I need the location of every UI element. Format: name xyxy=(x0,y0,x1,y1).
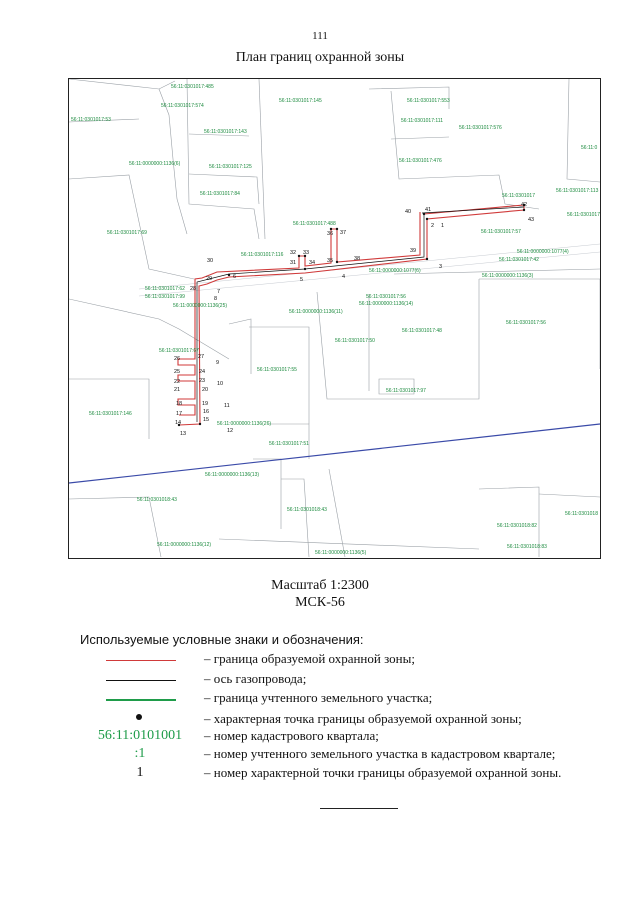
point-label: 36 xyxy=(327,231,334,237)
point-label: 1 xyxy=(441,223,445,229)
point-label: 15 xyxy=(203,417,210,423)
parcel-label: 56:11:0301017:574 xyxy=(161,103,204,109)
parcel-label: 56:11:0000000:1136(3) xyxy=(482,273,534,279)
point-label: 23 xyxy=(199,378,206,384)
parcel-label: 56:11:0000000:1136(25) xyxy=(173,303,228,309)
point-label: 34 xyxy=(309,260,316,266)
point-label: 40 xyxy=(405,209,412,215)
point-label: 41 xyxy=(425,207,432,213)
parcel-label: 56:11:0301017:111 xyxy=(401,118,443,124)
point-label: 13 xyxy=(180,431,187,437)
legend-text: – номер кадастрового квартала; xyxy=(204,728,379,743)
legend-symbol-quarter-number: 56:11:0101001 xyxy=(97,728,183,743)
point-label: 12 xyxy=(227,428,234,434)
point-label: 26 xyxy=(174,356,181,362)
parcel-label: 56:11:0301017:113 xyxy=(556,188,599,194)
parcel-label: 56:11:0301018:43 xyxy=(137,497,177,503)
point-label: 39 xyxy=(410,248,417,254)
parcel-label: 56:11:0301017:50 xyxy=(335,338,375,344)
point-label: 37 xyxy=(340,230,347,236)
legend-text: – граница образуемой охранной зоны; xyxy=(204,651,415,666)
parcel-label: 56:11:0301017:488 xyxy=(293,221,336,227)
cadastral-map xyxy=(68,78,601,559)
protection-zone xyxy=(178,205,524,425)
point-label: 22 xyxy=(174,379,181,385)
parcel-label: 56:11:0 xyxy=(581,145,598,151)
parcel-label: 56:11:0301017:42 xyxy=(499,257,539,263)
legend-symbol-black-line xyxy=(90,671,190,689)
parcel-label: 56:11:0301017:143 xyxy=(204,129,247,135)
point-label: 17 xyxy=(176,411,183,417)
point-label: 24 xyxy=(199,369,206,375)
parcel-label: 56:11:0301017:53 xyxy=(71,117,111,123)
parcel-label: 56:11:0000000:1136(5) xyxy=(315,550,367,556)
point-label: 27 xyxy=(198,354,205,360)
scale-block xyxy=(0,577,640,611)
parcel-label: 56:11:0000000:1136(6) xyxy=(129,161,181,167)
point-label: 10 xyxy=(217,381,224,387)
parcel-label: 56:11:0301017:56 xyxy=(506,320,546,326)
parcel-label: 56:11:0301017:99 xyxy=(145,294,185,300)
parcel-label: 56:11:0301017:97 xyxy=(386,388,426,394)
parcel-label: 56:11:0301017:116 xyxy=(241,252,284,258)
coordinate-system: МСК-56 xyxy=(295,595,345,610)
point-label: 35 xyxy=(327,258,334,264)
point-label: 14 xyxy=(175,420,182,426)
legend-text: – характерная точка границы образуемой охранной зоны; xyxy=(204,711,522,726)
point-label: 28 xyxy=(190,286,197,292)
point-label: 32 xyxy=(290,250,297,256)
parcel-label: 56:11:0000000:1077(6) xyxy=(369,268,421,274)
parcel-label: 56:11:0301017:62 xyxy=(145,286,185,292)
legend-item-point-number xyxy=(80,765,620,783)
legend-symbol-green-line xyxy=(90,690,190,708)
point-label: 30 xyxy=(207,258,214,264)
point-label: 20 xyxy=(202,387,209,393)
legend-text: – номер характерной точки границы образуемой охранной зоны. xyxy=(204,765,562,780)
parcel-label: 56:11:0000000:1136(26) xyxy=(217,421,272,427)
map-canvas xyxy=(69,79,600,558)
parcel-label: 56:11:0000000:1136(12) xyxy=(157,542,212,548)
legend-symbol-red-line xyxy=(90,651,190,669)
legend-item-cadastral-quarter xyxy=(80,728,620,746)
legend-item-parcel-boundary xyxy=(80,690,620,708)
parcel-label: 56:11:0301017:55 xyxy=(257,367,297,373)
parcel-label: 56:11:0301017:56 xyxy=(366,294,406,300)
parcel-label: 56:11:0301018:82 xyxy=(497,523,537,529)
legend-title: Используемые условные знаки и обозначения: xyxy=(80,632,364,647)
point-label: 21 xyxy=(174,387,181,393)
legend-item-gas-axis xyxy=(80,671,620,689)
legend-text: – номер учтенного земельного участка в кадастровом квартале; xyxy=(204,746,556,761)
legend-symbol-dot xyxy=(90,711,190,729)
parcel-label: 56:11:0301017:51 xyxy=(269,441,309,447)
point-label: 3 xyxy=(439,264,443,270)
point-label: 18 xyxy=(176,401,183,407)
legend-text: – граница учтенного земельного участка; xyxy=(204,690,433,705)
point-label: 25 xyxy=(174,369,181,375)
point-label: 2 xyxy=(431,223,435,229)
point-label: 38 xyxy=(354,256,361,262)
parcel-label: 56:11:0301017:476 xyxy=(399,158,442,164)
point-label: 6 xyxy=(233,274,237,280)
point-label: 16 xyxy=(203,409,210,415)
signature-line xyxy=(320,808,398,809)
parcel-label: 56:11:0301017:146 xyxy=(89,411,132,417)
parcel-label: 56:11:0301017:48 xyxy=(402,328,442,334)
point-label: 11 xyxy=(224,403,230,409)
parcel-label: 56:11:0000000:1136(11) xyxy=(289,309,343,315)
legend-text: – ось газопровода; xyxy=(204,671,307,686)
scale-label: Масштаб 1:2300 xyxy=(271,578,369,593)
point-label: 5 xyxy=(300,277,304,283)
point-label: 31 xyxy=(290,260,297,266)
parcel-label: 56:11:0000000:1136(13) xyxy=(205,472,260,478)
parcel-label: 56:11:0301017:84 xyxy=(200,191,240,197)
page-title: План границ охранной зоны xyxy=(235,50,405,65)
parcel-label: 56:11:0301017:57 xyxy=(481,229,521,235)
parcel-label: 56:11:0301017:125 xyxy=(209,164,252,170)
parcel-label: 56:11:0301017 xyxy=(502,193,535,199)
point-label: 42 xyxy=(521,202,528,208)
point-label: 9 xyxy=(216,360,220,366)
legend-symbol-parcel-number: :1 xyxy=(134,746,146,761)
parcel-label: 56:11:0301018 xyxy=(565,511,598,517)
parcel-label: 56:11:0301017:69 xyxy=(107,230,147,236)
parcel-label: 56:11:0000000:1136(14) xyxy=(359,301,414,307)
parcel-label: 56:11:0000000:1077(4) xyxy=(517,249,569,255)
parcel-label: 56:11:0301018:83 xyxy=(507,544,547,550)
legend-item-parcel-number xyxy=(80,746,620,764)
parcel-boundaries xyxy=(69,79,600,557)
parcel-label: 56:11:0301017:485 xyxy=(171,84,214,90)
parcel-label: 56:11:0301017:67 xyxy=(159,348,199,354)
point-label: 33 xyxy=(303,250,310,256)
legend-item-zone-boundary xyxy=(80,651,620,669)
parcel-label: 56:11:0301017 xyxy=(567,212,600,218)
point-label: 8 xyxy=(214,296,218,302)
point-label: 43 xyxy=(528,217,535,223)
point-label: 7 xyxy=(217,289,221,295)
parcel-label: 56:11:0301017:553 xyxy=(407,98,450,104)
point-label: 19 xyxy=(202,401,209,407)
point-label: 4 xyxy=(342,274,346,280)
parcel-label: 56:11:0301018:43 xyxy=(287,507,327,513)
page-number: 111 xyxy=(312,30,328,42)
river-line xyxy=(69,424,600,483)
parcel-label: 56:11:0301017:145 xyxy=(279,98,322,104)
legend-symbol-point-number: 1 xyxy=(136,765,144,780)
legend-item-characteristic-point xyxy=(80,711,620,729)
point-label: 29 xyxy=(206,276,213,282)
parcel-label: 56:11:0301017:576 xyxy=(459,125,502,131)
